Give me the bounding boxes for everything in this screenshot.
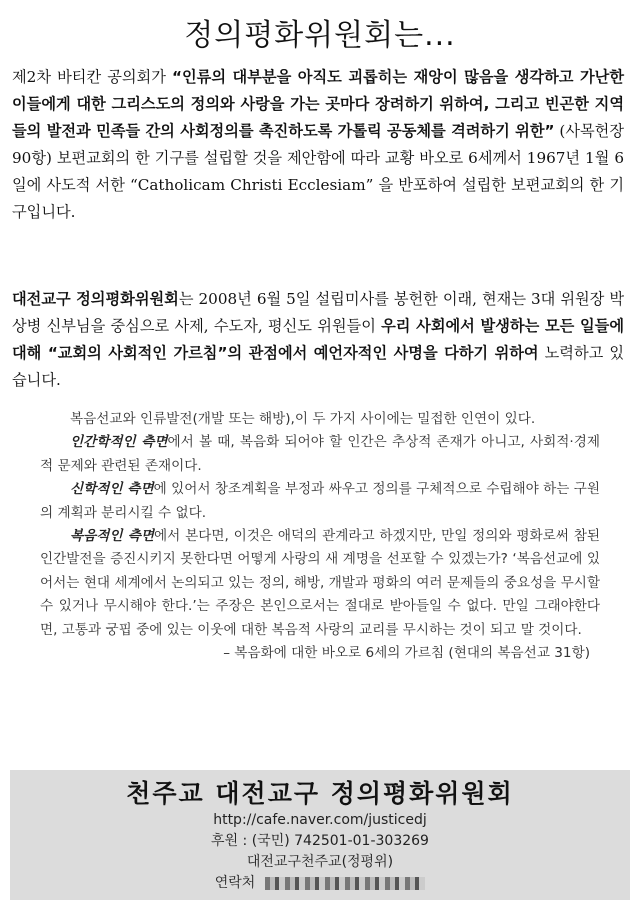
- quote-block: [40, 408, 600, 665]
- quote-emphasis-evangelical: 복음적인 측면: [70, 528, 155, 545]
- quote-paragraph-1: 복음선교와 인류발전(개발 또는 해방),이 두 가지 사이에는 밀접한 인연이 있다.: [70, 411, 536, 427]
- donation-label: 후원 :: [211, 833, 252, 849]
- footer-donation: [10, 831, 630, 852]
- footer-contact: [10, 873, 630, 894]
- quote-text-3: 에 있어서 창조계획을 부정과 싸우고 정의를 구체적으로 수립해야 하는 구원의 계획과 분리시킬 수 없다.: [40, 481, 600, 521]
- about-org-name: 대전교구 정의평화위원회: [12, 290, 179, 308]
- quote-source: – 복음화에 대한 바오로 6세의 가르침 (현대의 복음선교 31항): [223, 645, 590, 662]
- quote-paragraph-2: [40, 431, 600, 478]
- intro-quote-bold: “인류의 대부분을 아직도 괴롭히는 재앙이 많음을 생각하고 가난한 이들에게 대한 그리스도의 정의와 사랑을 가는 곳마다 장려하기 위하여, 그리고 빈곤한 지역들의 발전과 민족들 간의 사회정의를 촉진하도록 가톨릭 공동체를 격려하기 위한”: [12, 68, 624, 140]
- intro-text-1: 제2차 바티칸 공의회가: [12, 68, 172, 86]
- footer-box: [10, 770, 630, 900]
- footer-org-name: 천주교 대전교구 정의평화위원회: [126, 779, 514, 808]
- intro-paragraph: [12, 64, 624, 226]
- about-paragraph: [12, 286, 624, 394]
- about-text-2: 노력하고 있습니다.: [12, 344, 624, 389]
- footer-url[interactable]: http://cafe.naver.com/justicedj: [213, 812, 427, 828]
- quote-paragraph-4: [40, 525, 600, 642]
- about-mission-bold: 우리 사회에서 발생하는 모든 일들에 대해 “교회의 사회적인 가르침”의 관점에서 예언자적인 사명을 다하기 위하여: [12, 317, 625, 362]
- quote-text-2: 에서 볼 때, 복음화 되어야 할 인간은 추상적 존재가 아니고, 사회적·경제적 문제와 관련된 존재이다.: [40, 434, 600, 474]
- quote-text-4: 에서 본다면, 이것은 애덕의 관계라고 하겠지만, 만일 정의와 평화로써 참된 인간발전을 증진시키지 못한다면 어떻게 사랑의 새 계명을 선포할 수 있겠는가? ‘복음선교에 있어서는 현대 세계에서 논의되고 있는 정의, 해방, 개발과 평화의 여러 문제들의 중요성을 무시할 수 있거나 무시해야 한다.’는 주장은 본인으로서는 절대로 받아들일 수 없다. 만일 그래야한다면, 고통과 궁핍 중에 있는 이웃에 대한 복음적 사랑의 교리를 무시하는 것이 되고 말 것이다.: [40, 528, 600, 638]
- redacted-phone: [265, 877, 425, 890]
- quote-emphasis-anthropological: 인간학적인 측면: [70, 434, 168, 451]
- quote-paragraph-3: [40, 478, 600, 525]
- page-title: 정의평화위원회는...: [184, 18, 456, 53]
- donation-account: (국민) 742501-01-303269: [251, 833, 429, 849]
- contact-label: 연락처: [214, 875, 256, 891]
- about-text-1: 는 2008년 6월 5일 설립미사를 봉헌한 이래, 현재는 3대 위원장 박상병 신부님을 중심으로 사제, 수도자, 평신도 위원들이: [12, 290, 624, 335]
- quote-emphasis-theological: 신학적인 측면: [70, 481, 154, 498]
- intro-text-2: (사목헌장 90항) 보편교회의 한 기구를 설립할 것을 제안함에 따라 교황 바오로 6세께서 1967년 1월 6일에 사도적 서한 “Catholicam Christi Ecclesiam” 을 반포하여 설립한 보편교회의 한 기구입니다.: [12, 122, 625, 221]
- footer-account-holder: 대전교구천주교(정평위): [246, 854, 394, 870]
